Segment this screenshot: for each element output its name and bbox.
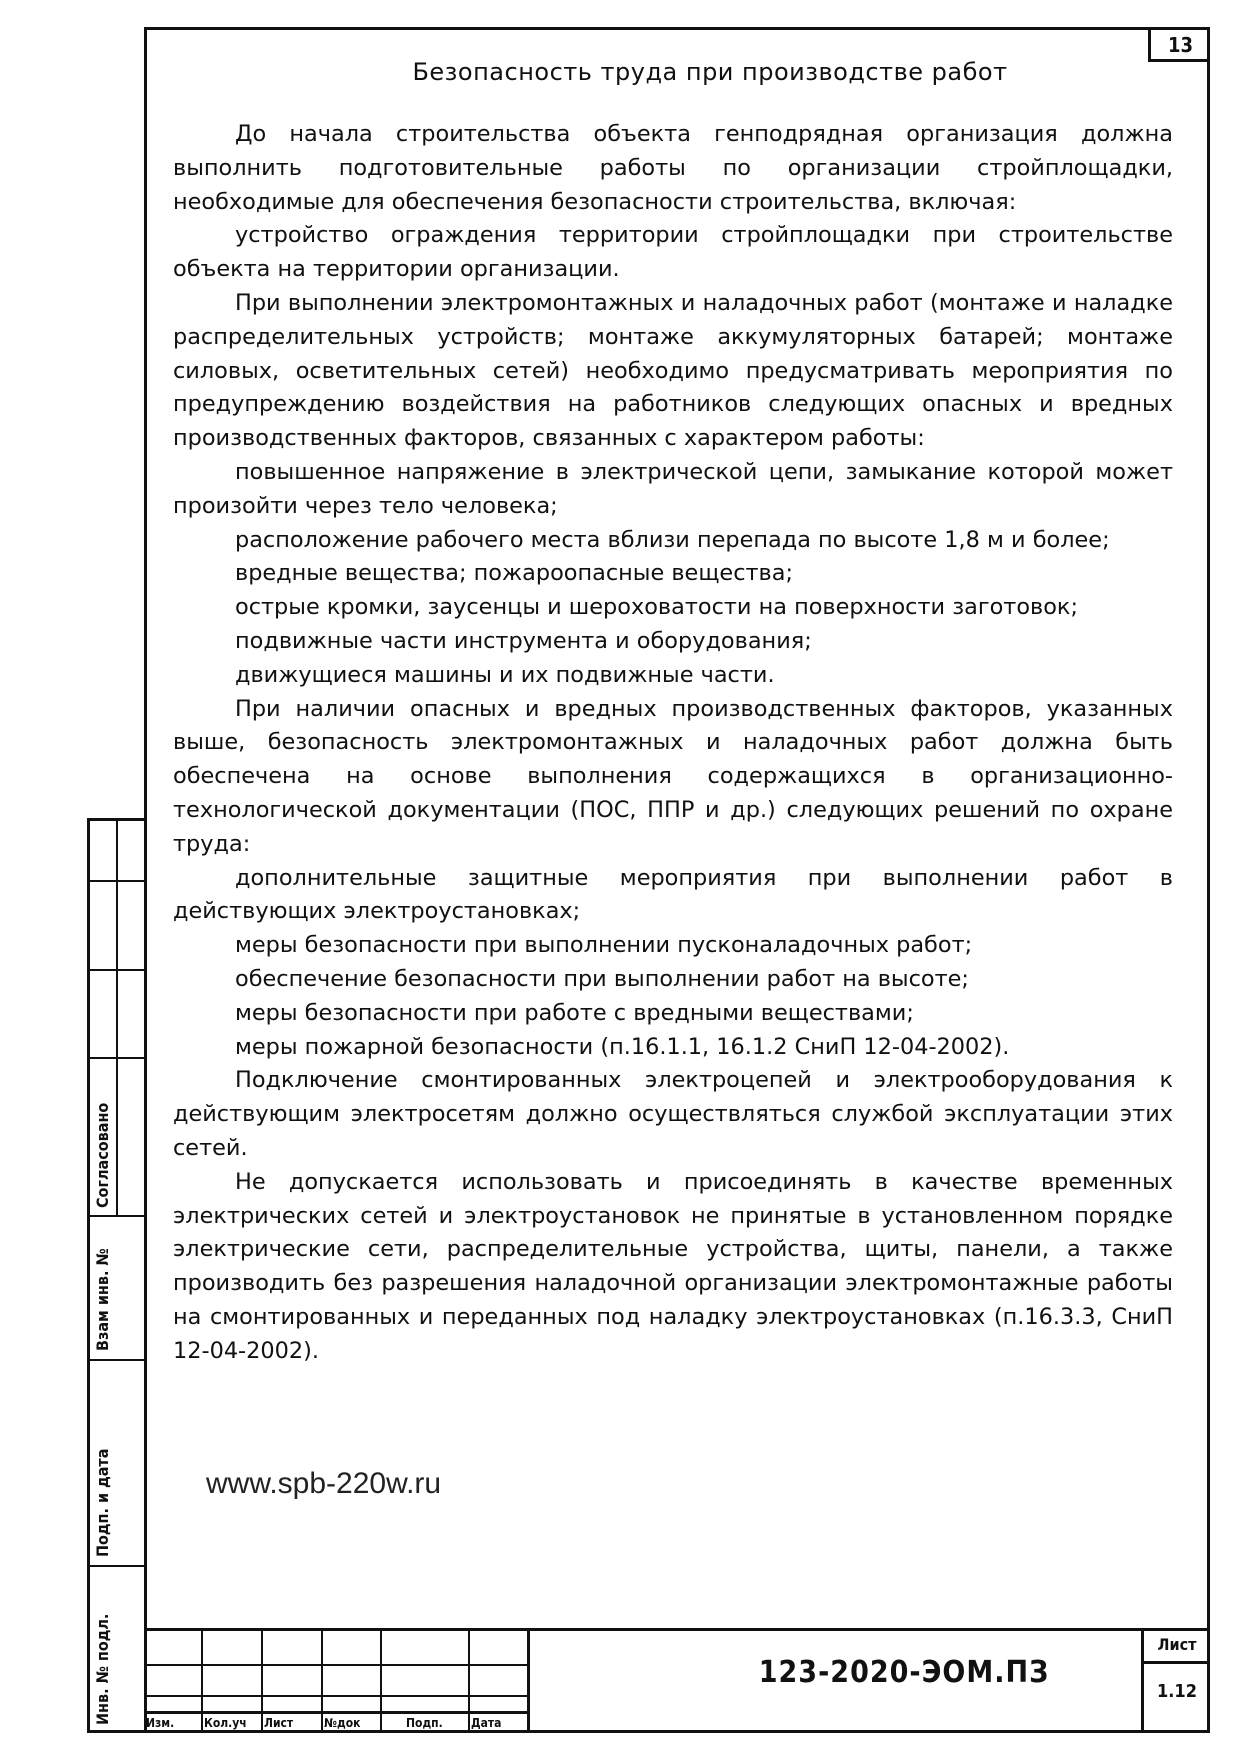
side-divider [90,969,144,971]
side-divider [90,880,144,882]
sheet-number: 1.12 [1157,1681,1197,1702]
paragraph: дополнительные защитные мероприятия при выполнении работ в действующих электроустановках; [173,864,1173,925]
side-divider [90,1215,144,1217]
sign-date-label: Подп. и дата [93,1448,112,1557]
paragraph: повышенное напряжение в электрической цепи, замыкание которой может произойти через тело человека; [173,458,1173,519]
paragraph: меры пожарной безопасности (п.16.1.1, 16.1.2 СниП 12-04-2002). [235,1033,1010,1060]
paragraph: При выполнении электромонтажных и наладочных работ (монтаже и наладке распределительных устройств; монтаже аккумуляторных батарей; монтаже силовых, осветительных сетей) необходимо предусматривать мероприятия по предупреждению воздействия на работников следующих опасных и вредных производственных факторов, связанных с характером работы: [173,289,1173,452]
body-text [173,118,1173,1368]
side-stamp [87,818,144,1733]
page-title: Безопасность труда при производстве работ [412,58,1008,86]
stamp-col-label: Подп. [406,1716,443,1730]
paragraph: устройство ограждения территории стройплощадки при строительстве объекта на территории организации. [173,222,1173,283]
paragraph: Подключение смонтированных электроцепей и электрооборудования к действующим электросетям должно осуществляться службой эксплуатации этих сетей. [173,1067,1173,1161]
page-number: 13 [1148,30,1210,62]
paragraph: При наличии опасных и вредных производственных факторов, указанных выше, безопасность электромонтажных и наладочных работ должна быть обеспечена на основе выполнения содержащихся в организационно-технологической документации (ПОС, ППР и др.) следующих решений по охране труда: [173,695,1173,857]
title-block [144,1628,1210,1733]
paragraph: вредные вещества; пожароопасные вещества; [235,560,794,587]
inv-orig-label: Инв. № подл. [93,1613,112,1725]
side-divider [90,1057,144,1059]
paragraph: обеспечение безопасности при выполнении работ на высоте; [235,965,969,992]
stamp-col-label: Кол.уч [204,1716,247,1730]
stamp-col-label: Изм. [146,1716,175,1730]
watermark-url: www.spb-220w.ru [206,1467,442,1500]
paragraph: острые кромки, заусенцы и шероховатости на поверхности заготовок; [235,594,1078,621]
document-code: 123-2020-ЭОМ.ПЗ [758,1655,1050,1690]
paragraph: До начала строительства объекта генподрядная организация должна выполнить подготовительные работы по организации стройплощадки, необходимые для обеспечения безопасности строительства, включая: [173,121,1173,215]
paragraph: меры безопасности при выполнении пусконаладочных работ; [235,932,973,959]
inv-replace-label: Взам инв. № [93,1248,112,1351]
stamp-col-label: Лист [264,1716,294,1730]
agreed-label: Согласовано [93,1102,112,1208]
stamp-col-label: Дата [471,1716,502,1730]
side-divider [90,1565,144,1567]
side-divider [90,1359,144,1361]
paragraph: подвижные части инструмента и оборудования; [235,627,812,654]
stamp-col-label: №док [324,1716,361,1730]
paragraph: Не допускается использовать и присоединять в качестве временных электрических сетей и электроустановок не принятые в установленном порядке электрические сети, распределительные устройства, щиты, панели, а также производить без разрешения наладочной организации электромонтажные работы на смонтированных и переданных под наладку электроустановках (п.16.3.3, СниП 12-04-2002). [173,1168,1173,1364]
paragraph: меры безопасности при работе с вредными веществами; [235,999,914,1026]
paragraph: расположение рабочего места вблизи перепада по высоте 1,8 м и более; [235,526,1110,553]
sheet-label: Лист [1157,1635,1197,1654]
paragraph: движущиеся машины и их подвижные части. [235,661,775,688]
